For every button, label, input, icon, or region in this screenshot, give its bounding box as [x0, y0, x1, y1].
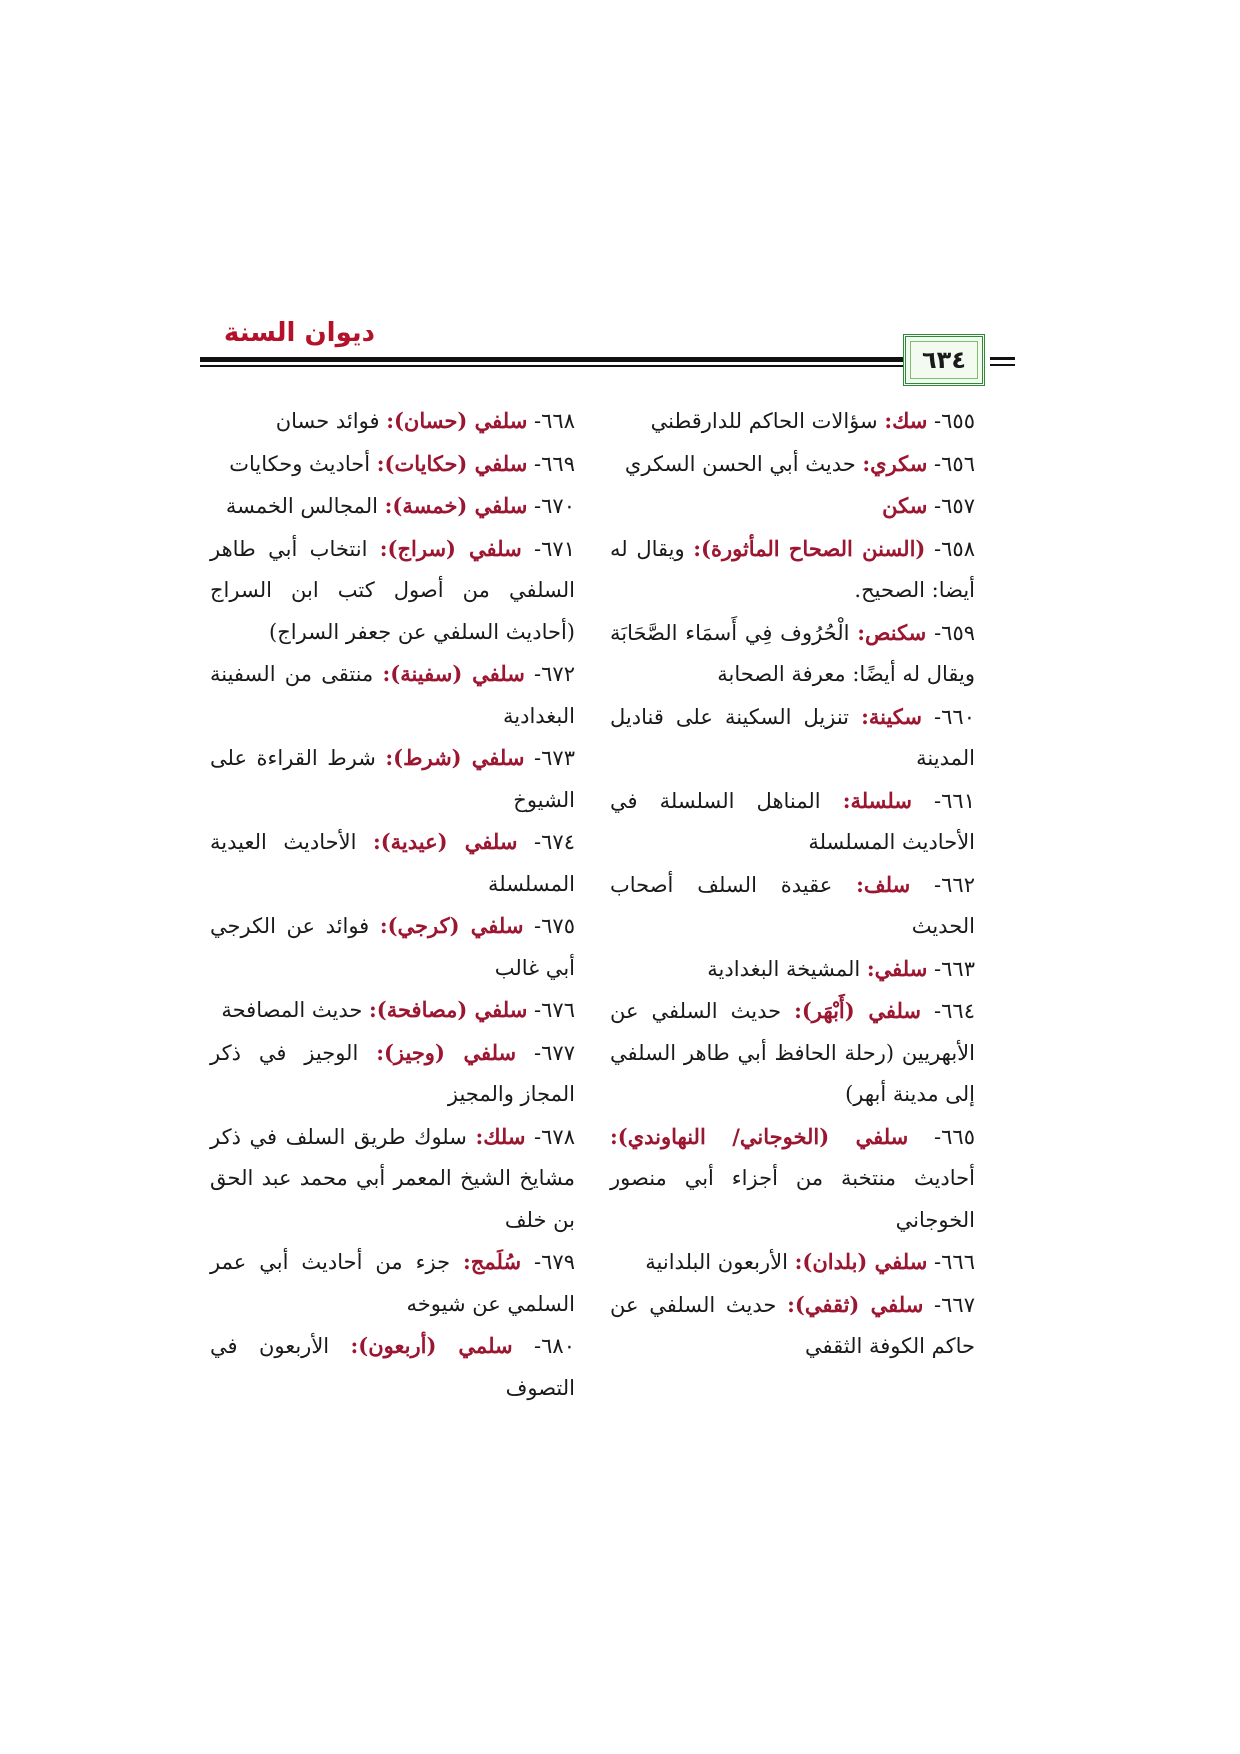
- entry-keyword: سلفي (مصافحة):: [369, 997, 528, 1022]
- entry-title: جزء من أحاديث أبي عمر السلمي عن شيوخه: [210, 1250, 575, 1316]
- entry-title: شرط القراءة على الشيوخ: [210, 746, 575, 812]
- entry-keyword: سلفي (سراج):: [379, 535, 522, 561]
- index-entry: [210, 989, 575, 1032]
- index-entry: [210, 737, 575, 821]
- index-entry: [210, 400, 575, 443]
- entry-title: سؤالات الحاكم للدارقطني: [650, 409, 878, 433]
- index-entry: [610, 1116, 975, 1242]
- entry-keyword: سلفي (الخوجاني/ النهاوندي):: [610, 1123, 909, 1149]
- index-entry: [210, 1241, 575, 1325]
- index-entry: [210, 1032, 575, 1116]
- entry-title: عقيدة السلف أصحاب الحديث: [610, 872, 975, 938]
- page-number-frame: [903, 334, 985, 386]
- entry-keyword: سلفي (حسان):: [386, 408, 528, 433]
- index-entry: [210, 443, 575, 486]
- header-rule-right: [990, 357, 1015, 360]
- index-entry: [610, 780, 975, 864]
- page-number: ٦٣٤: [922, 346, 966, 374]
- entry-number: ٦٦٣-: [934, 956, 975, 981]
- header-rule-right-lower: [990, 364, 1015, 366]
- entry-keyword: سلفي (أَبْهَر):: [794, 998, 922, 1023]
- entry-keyword: سلمي (أربعون):: [350, 1333, 513, 1358]
- entry-number: ٦٧١-: [534, 536, 575, 561]
- entry-keyword: سكنص:: [857, 619, 927, 645]
- book-title: ديوان السنة: [223, 318, 375, 348]
- entry-number: ٦٦٧-: [934, 1292, 975, 1317]
- entry-title: الْحُرُوف فِي أَسمَاء الصَّحَابَة ويقال له أيضًا: معرفة الصحابة: [610, 620, 975, 686]
- right-column: [610, 400, 975, 1368]
- entry-keyword: سلفي (بلدان):: [794, 1249, 928, 1274]
- header-rule-thick: [200, 357, 960, 362]
- entry-keyword: سلك:: [475, 1123, 526, 1149]
- entry-keyword: سلسلة:: [842, 787, 912, 813]
- entry-number: ٦٦٩-: [534, 451, 575, 476]
- entry-keyword: سلفي (شرط):: [385, 745, 525, 770]
- entry-title: المناهل السلسلة في الأحاديث المسلسلة: [610, 788, 975, 854]
- index-entry: [210, 1116, 575, 1242]
- entry-keyword: سلفي (وجيز):: [376, 1039, 517, 1065]
- entry-title: حديث السلفي عن الأبهريين (رحلة الحافظ أبي طاهر السلفي إلى مدينة أبهر): [610, 999, 975, 1106]
- index-entry: [610, 1241, 975, 1284]
- entry-keyword: سلفي:: [866, 955, 928, 981]
- entry-keyword: سلفي (خمسة):: [384, 493, 528, 518]
- entry-number: ٦٦٠-: [934, 704, 975, 729]
- entry-title: فوائد حسان: [275, 409, 380, 433]
- index-entry: [210, 1325, 575, 1409]
- index-entry: [610, 528, 975, 612]
- entry-title: المجالس الخمسة: [225, 494, 378, 518]
- entry-keyword: سلفي (حكايات):: [376, 450, 528, 476]
- entry-keyword: سكينة:: [861, 703, 922, 729]
- entry-keyword: (السنن الصحاح المأثورة):: [693, 535, 926, 561]
- entry-number: ٦٧٢-: [534, 662, 575, 686]
- index-entry: [610, 948, 975, 991]
- entry-number: ٦٥٦-: [934, 451, 975, 476]
- entry-number: ٦٥٧-: [934, 494, 975, 518]
- entry-title: منتقى من السفينة البغدادية: [210, 662, 575, 728]
- index-entry: [210, 528, 575, 654]
- entry-number: ٦٧٠-: [534, 494, 575, 518]
- entry-number: ٦٨٠-: [534, 1334, 575, 1358]
- entry-keyword: سُلَمج:: [463, 1249, 522, 1274]
- index-entry: [210, 905, 575, 989]
- entry-number: ٦٧٦-: [534, 998, 575, 1022]
- entry-title: الأربعون البلدانية: [645, 1250, 788, 1274]
- page-header: [200, 312, 1015, 392]
- entry-keyword: سلفي (ثقفي):: [787, 1291, 924, 1317]
- entry-keyword: سكري:: [862, 450, 928, 476]
- entry-title: حديث المصافحة: [221, 998, 363, 1022]
- entry-number: ٦٧٣-: [534, 746, 575, 770]
- entry-title: الأربعون في التصوف: [210, 1334, 575, 1400]
- entry-number: ٦٥٥-: [934, 409, 975, 433]
- entry-title: الوجيز في ذكر المجاز والمجيز: [210, 1040, 575, 1106]
- index-entry: [610, 485, 975, 528]
- entry-title: ويقال له أيضا: الصحيح.: [610, 536, 975, 602]
- entry-number: ٦٧٤-: [534, 830, 575, 854]
- entry-title: أحاديث وحكايات: [229, 451, 371, 476]
- entry-title: الأحاديث العيدية المسلسلة: [210, 830, 575, 896]
- entry-number: ٦٥٨-: [934, 536, 975, 561]
- entry-keyword: سلفي (عيدية):: [372, 829, 518, 854]
- entry-keyword: سلفي (سفينة):: [382, 661, 525, 686]
- index-entry: [210, 821, 575, 905]
- entry-title: المشيخة البغدادية: [707, 956, 861, 981]
- entry-title: حديث السلفي عن حاكم الكوفة الثقفي: [610, 1292, 975, 1358]
- entry-title: سلوك طريق السلف في ذكر مشايخ الشيخ المعمر أبي محمد عبد الحق بن خلف: [210, 1124, 575, 1232]
- entry-number: ٦٧٥-: [534, 914, 575, 938]
- entry-keyword: سلفي (كرجي):: [379, 913, 524, 938]
- index-entry: [610, 400, 975, 443]
- entry-title: أحاديث منتخبة من أجزاء أبي منصور الخوجاني: [610, 1166, 975, 1232]
- entry-number: ٦٧٩-: [534, 1250, 575, 1274]
- entry-title: حديث أبي الحسن السكري: [624, 451, 856, 476]
- index-entry: [610, 1284, 975, 1368]
- entry-keyword: سك:: [884, 408, 928, 433]
- entry-number: ٦٦٢-: [934, 872, 975, 897]
- entry-title: فوائد عن الكرجي أبي غالب: [210, 914, 575, 980]
- entry-keyword: سكن: [882, 493, 928, 518]
- entry-number: ٦٦١-: [934, 788, 975, 813]
- index-entry: [610, 612, 975, 696]
- entry-number: ٦٦٤-: [934, 999, 975, 1023]
- entry-number: ٦٥٩-: [934, 620, 976, 645]
- index-entry: [210, 485, 575, 528]
- entry-number: ٦٦٥-: [934, 1124, 975, 1149]
- entry-title: تنزيل السكينة على قناديل المدينة: [610, 704, 975, 770]
- entry-number: ٦٧٨-: [534, 1124, 575, 1149]
- left-column: [210, 400, 575, 1409]
- entry-number: ٦٦٦-: [934, 1250, 975, 1274]
- entry-keyword: سلف:: [856, 871, 911, 897]
- header-rule-thin: [200, 365, 960, 367]
- index-entry: [610, 990, 975, 1116]
- index-entry: [610, 696, 975, 780]
- index-entry: [610, 864, 975, 948]
- entry-title: انتخاب أبي طاهر السلفي من أصول كتب ابن السراج (أحاديث السلفي عن جعفر السراج): [210, 536, 575, 644]
- entry-number: ٦٧٧-: [534, 1040, 575, 1065]
- entry-number: ٦٦٨-: [534, 409, 575, 433]
- index-entry: [610, 443, 975, 486]
- index-entry: [210, 653, 575, 737]
